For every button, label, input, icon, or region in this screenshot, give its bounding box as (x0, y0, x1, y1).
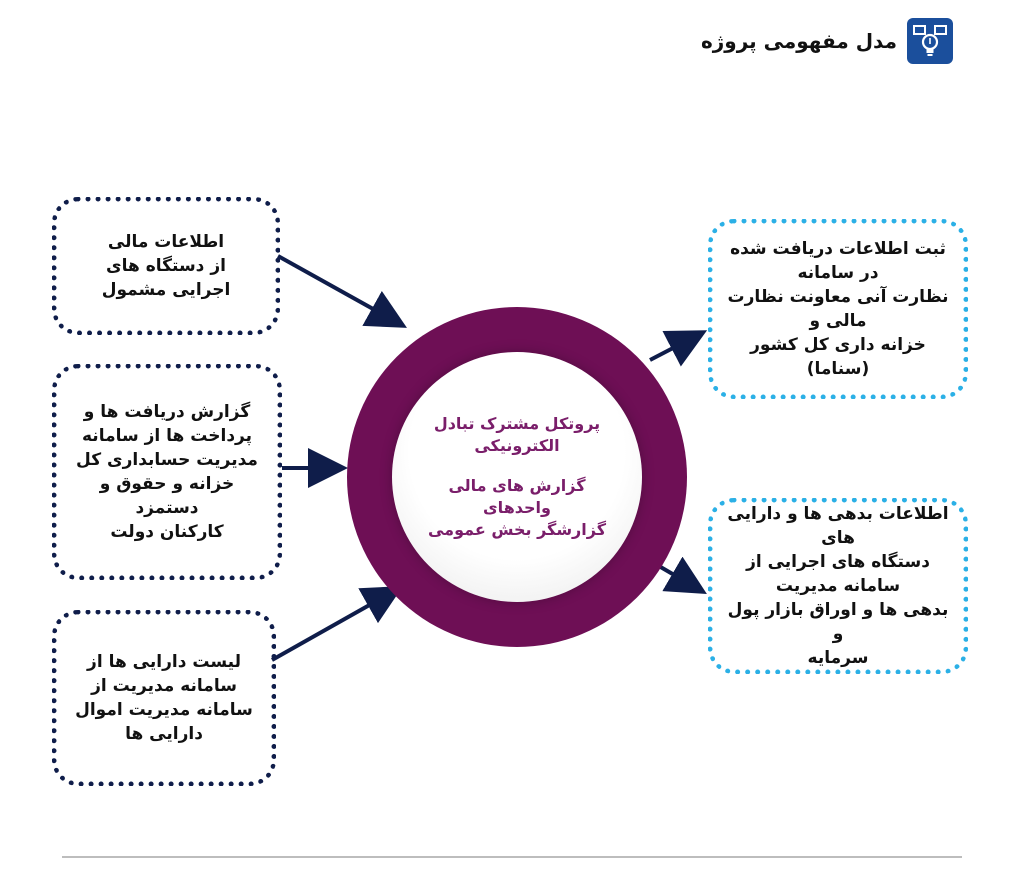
protocol-subtitle: گزارش های مالی واحدهای گزارشگر بخش عمومی (427, 476, 607, 539)
target-box-sanama: ثبت اطلاعات دریافت شده در سامانه نظارت آنی معاونت نظارت مالی و خزانه داری کل کشور (سناما) (708, 219, 968, 399)
target-box-debts-assets: اطلاعات بدهی ها و دارایی های دستگاه های اجرایی از سامانه مدیریت بدهی ها و اوراق بازار پول و سرمایه (708, 498, 968, 674)
protocol-center (392, 352, 642, 602)
protocol-title: پروتکل مشترک تبادل الکترونیکی (433, 414, 601, 455)
page-title: مدل مفهومی پروژه (700, 29, 897, 53)
source-box-asset-list: لیست دارایی ها از سامانه مدیریت از سامانه مدیریت اموال دارایی ها (52, 610, 276, 786)
footer-divider (62, 856, 962, 858)
source-box-treasury-reports: گزارش دریافت ها و پرداخت ها از سامانه مدیریت حسابداری کل خزانه و حقوق و دستمزد کارکنان دولت (52, 364, 282, 580)
arrow-right-top (650, 334, 700, 360)
arrow-left-top (278, 256, 400, 324)
source-box-financial-info: اطلاعات مالی از دستگاه های اجرایی مشمول (52, 197, 280, 335)
arrow-left-bottom (272, 590, 396, 660)
